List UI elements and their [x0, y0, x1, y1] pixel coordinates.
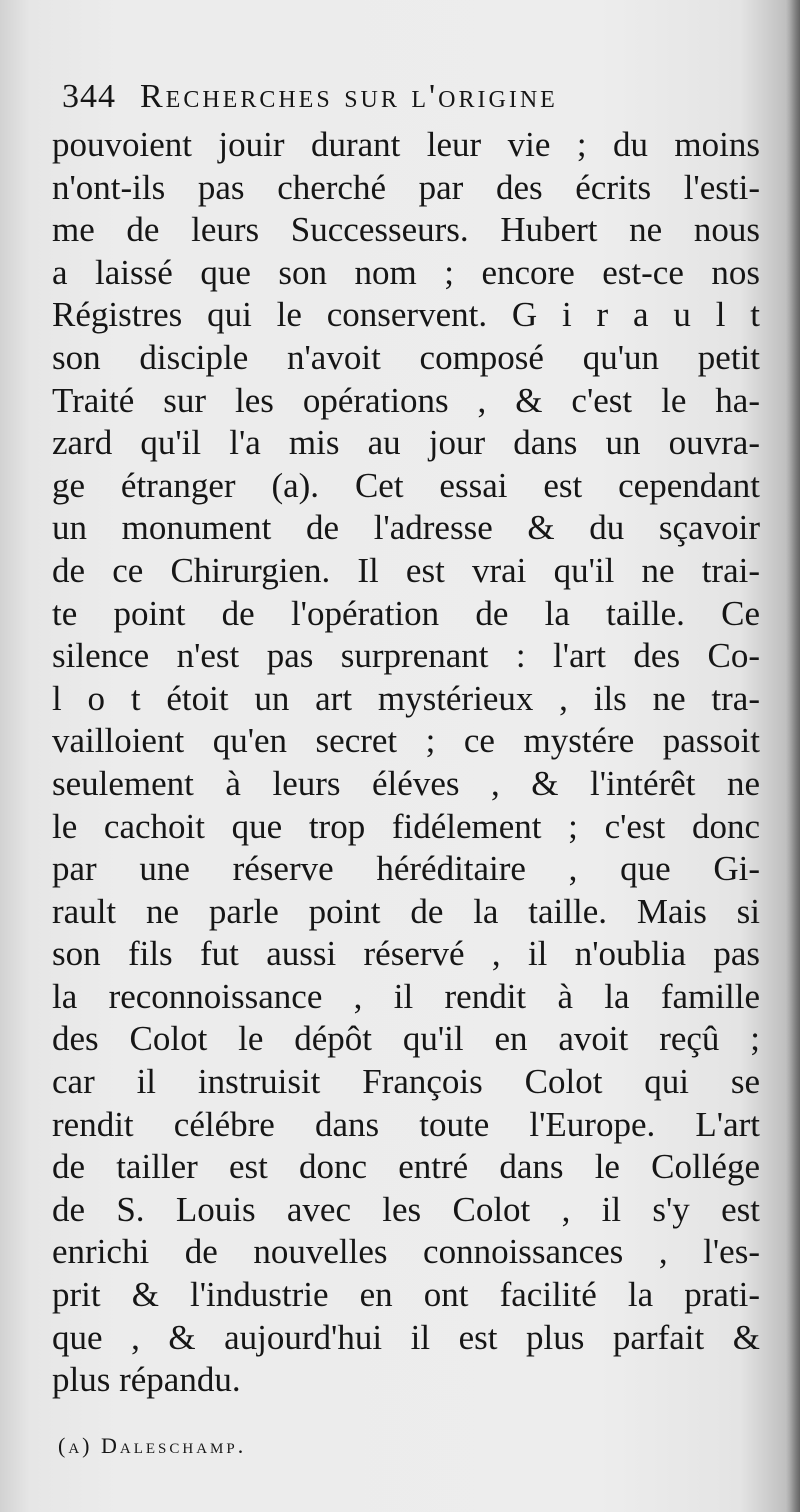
text-line: Traité sur les opérations , & c'est le ha-	[52, 380, 760, 420]
text-line: de ce Chirurgien. Il est vrai qu'il ne trai-	[52, 550, 760, 590]
text-line: a laissé que son nom ; encore est-ce nos	[52, 252, 760, 292]
text-line: ge étranger (a). Cet essai est cependant	[52, 465, 760, 505]
text-line: de S. Louis avec les Colot , il s'y est	[52, 1189, 760, 1229]
text-line: me de leurs Successeurs. Hubert ne nous	[52, 210, 760, 250]
text-line: la reconnoissance , il rendit à la famille	[52, 976, 760, 1016]
text-line: n'ont-ils pas cherché par des écrits l'esti-	[52, 167, 760, 207]
text-line: silence n'est pas surprenant : l'art des Co-	[52, 636, 760, 676]
running-title: Recherches sur l'origine	[140, 78, 558, 115]
text-line: son fils fut aussi réservé , il n'oublia pas	[52, 934, 760, 974]
text-line: enrichi de nouvelles connoissances , l'es-	[52, 1232, 760, 1272]
text-line: par une réserve héréditaire , que Gi-	[52, 849, 760, 889]
text-line: seulement à leurs éléves , & l'intérêt ne	[52, 763, 760, 803]
text-line: Régistres qui le conservent. G i r a u l t	[52, 295, 760, 335]
text-line: rendit célébre dans toute l'Europe. L'art	[52, 1104, 760, 1144]
footnote: (a) Daleschamp.	[58, 1433, 247, 1458]
text-line: vailloient qu'en secret ; ce mystére passoit	[52, 721, 760, 761]
text-line: pouvoient jouir durant leur vie ; du moins	[52, 125, 760, 164]
text-line-final: plus répandu.	[52, 1360, 241, 1400]
page-header	[62, 74, 752, 120]
text-line: l o t étoit un art mystérieux , ils ne tra-	[52, 678, 760, 718]
text-line: prit & l'industrie en ont facilité la prati-	[52, 1275, 760, 1315]
page-number: 344	[62, 78, 116, 115]
text-line: rault ne parle point de la taille. Mais si	[52, 891, 760, 931]
text-line: le cachoit que trop fidélement ; c'est donc	[52, 806, 760, 846]
text-line: que , & aujourd'hui il est plus parfait &	[52, 1317, 760, 1357]
text-line: de tailler est donc entré dans le Collége	[52, 1147, 760, 1187]
body-text	[52, 124, 760, 1402]
text-line: son disciple n'avoit composé qu'un petit	[52, 337, 760, 377]
text-line: car il instruisit François Colot qui se	[52, 1062, 760, 1102]
text-line: zard qu'il l'a mis au jour dans un ouvra-	[52, 423, 760, 463]
text-line: un monument de l'adresse & du sçavoir	[52, 508, 760, 548]
text-line: des Colot le dépôt qu'il en avoit reçû ;	[52, 1019, 760, 1059]
text-line: te point de l'opération de la taille. Ce	[52, 593, 760, 633]
